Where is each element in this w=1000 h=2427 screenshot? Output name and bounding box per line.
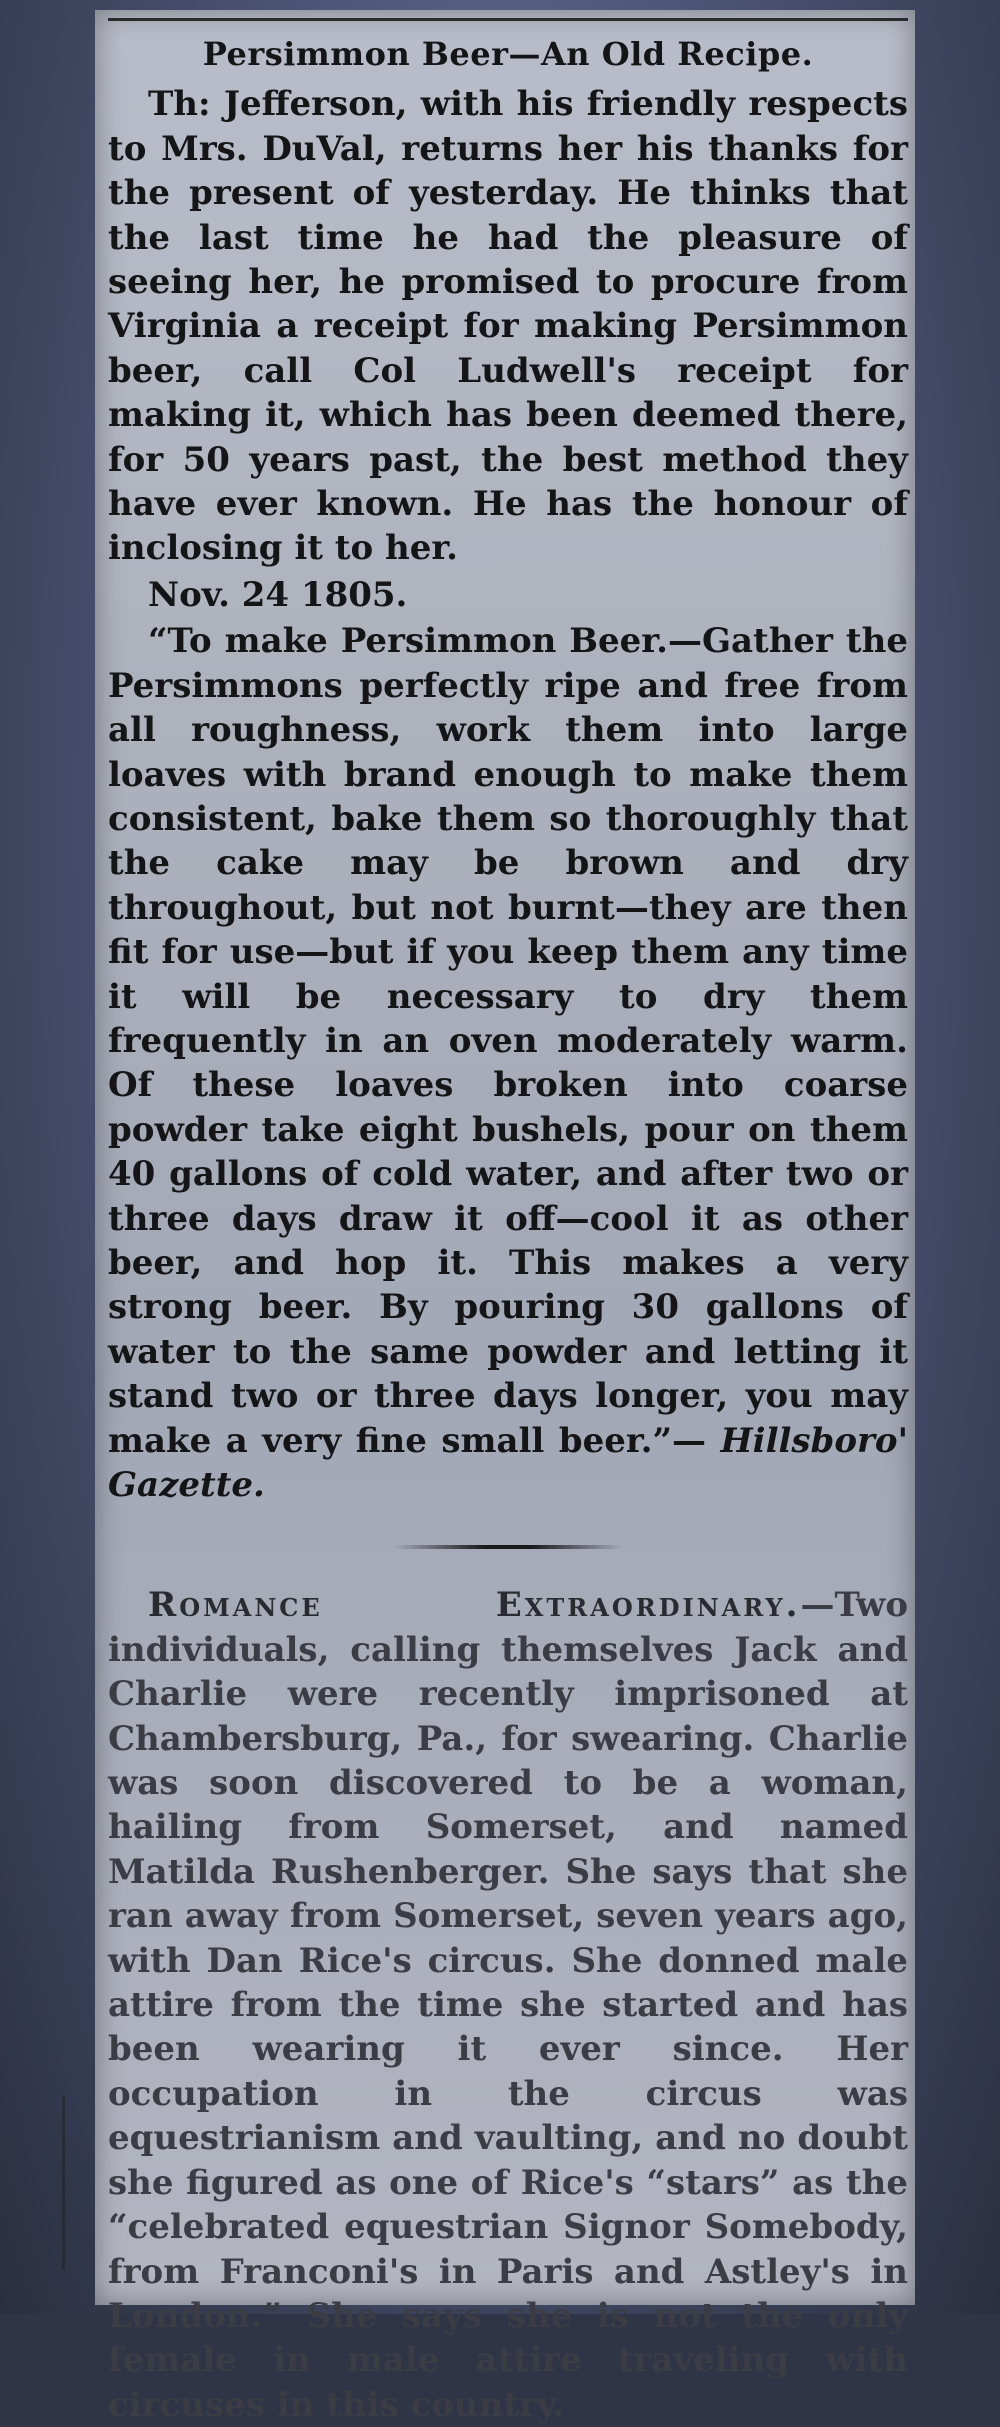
romance-lead: Romance Extraordinary. [148, 1585, 801, 1626]
recipe-paragraph [108, 619, 908, 1507]
jefferson-letter: Th: Jefferson, with his friendly respects to Mrs. DuVal, returns her his thanks for the present of yesterday. He thinks that the last time he had the pleasure of seeing her, he promised to procure from Virginia a receipt for making Persimmon beer, call Col Ludwell's receipt for making it, which has been deemed there, for 50 years past, the best method they have ever known. He has the honour of inclosing it to her. [108, 84, 908, 569]
romance-article [108, 1583, 908, 2427]
newspaper-column [108, 18, 908, 2427]
romance-body: —Two individuals, calling themselves Jack and Charlie were recently imprisoned at Chambersburg, Pa., for swearing. Charlie was soon discovered to be a woman, hailing from Somerset, and named Matilda Rushenberger. She says that she ran away from Somerset, seven years ago, with Dan Rice's circus. She donned male attire from the time she started and has been wearing it ever since. Her occupation in the circus was equestrianism and vaulting, and no doubt she figured as one of Rice's “stars” as the “celebrated equestrian Signor Somebody, from Franconi's in Paris and Astley's in London.” She says she is not the only female in male attire traveling with circuses in this country. [108, 1585, 908, 2425]
recipe-text: “To make Persimmon Beer.—Gather the Persimmons perfectly ripe and free from all roughness, work them into large loaves with brand enough to make them consistent, bake them so thoroughly that the cake may be brown and dry throughout, but not burnt—they are then fit for use—but if you keep them any time it will be necessary to dry them frequently in an oven moderately warm. Of these loaves broken into coarse powder take eight bushels, pour on them 40 gallons of cold water, and after two or three days draw it off—cool it as other beer, and hop it. This makes a very strong beer. By pouring 30 gallons of water to the same powder and letting it stand two or three days longer, you may make a very fine small beer.”— [108, 621, 908, 1461]
article-headline: Persimmon Beer—An Old Recipe. [202, 35, 814, 73]
letter-date: Nov. 24 1805. [148, 574, 408, 615]
article-separator [108, 1517, 908, 1577]
separator-rule [393, 1545, 623, 1549]
margin-bracket [62, 2095, 71, 2270]
source-credit: Hillsboro' Gazette. [108, 1420, 908, 1505]
top-rule [108, 18, 908, 21]
